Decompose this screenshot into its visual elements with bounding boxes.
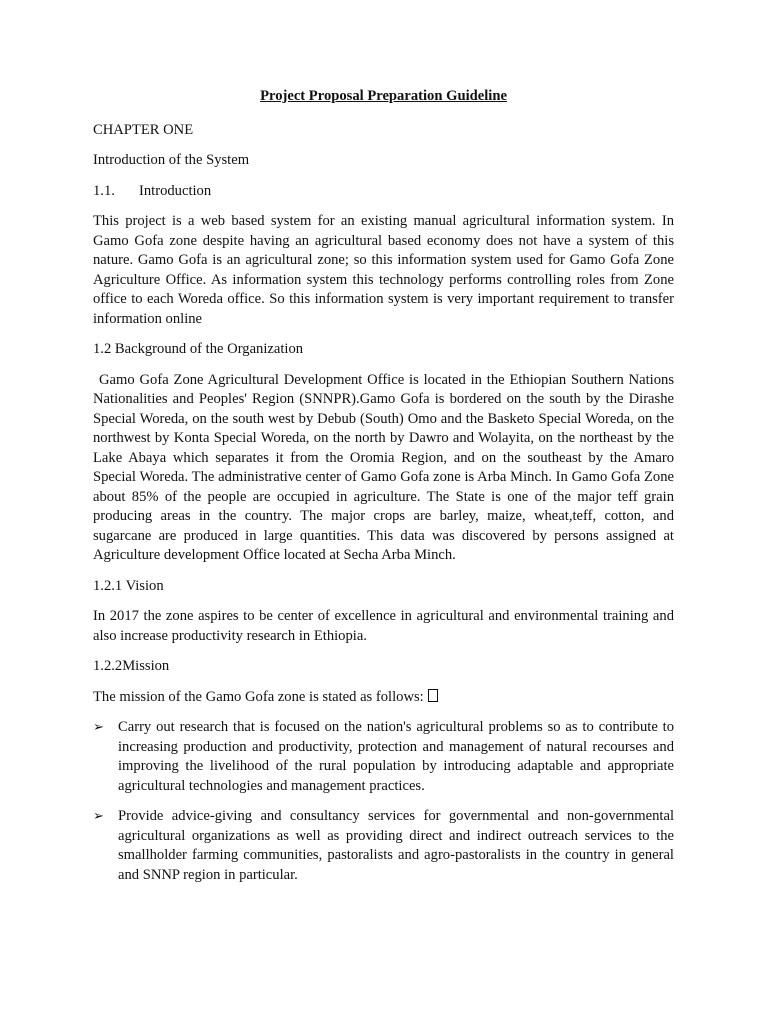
bullet-text: Carry out research that is focused on the nation's agricultural problems so as to contribute to increasing production and productivity, protection and management of natural recourses and improving the livelihood of the rural population by introducing adaptable and appropriate agricultural technologies and management practices.: [118, 719, 674, 794]
arrow-bullet-icon: ➢: [93, 720, 104, 735]
mission-bullet-list: [93, 718, 674, 885]
mission-intro-text: The mission of the Gamo Gofa zone is stated as follows:: [93, 688, 424, 705]
introduction-paragraph: This project is a web based system for an existing manual agricultural information system. In Gamo Gofa zone despite having an agricultural based economy does not have a system of this nature. Gamo Gofa is an agricultural zone; so this information system used for Gamo Gofa Zone Agriculture Office. As information system this technology performs controlling roles from Zone office to each Woreda office. So this information system is very important requirement to transfer information online: [93, 213, 674, 327]
section-title: Introduction: [139, 182, 212, 199]
section-1-2-1-heading: 1.2.1 Vision: [93, 577, 164, 594]
section-number: 1.1.: [93, 182, 115, 199]
chapter-subtitle: Introduction of the System: [93, 152, 250, 168]
document-content: [93, 87, 674, 896]
section-1-2-2-heading: 1.2.2Mission: [93, 658, 170, 674]
arrow-bullet-icon: ➢: [93, 809, 104, 824]
section-1-1-heading: [93, 182, 674, 202]
chapter-heading: CHAPTER ONE: [93, 121, 194, 138]
list-item: [93, 718, 674, 796]
list-item: [93, 807, 674, 885]
section-1-2-heading: 1.2 Background of the Organization: [93, 341, 304, 357]
background-paragraph: Gamo Gofa Zone Agricultural Development Office is located in the Ethiopian Southern Nations Nationalities and Peoples' Region (SNNPR).Gamo Gofa is bordered on the south by the Dirashe Special Woreda, on the south west by Debub (South) Omo and the Basketo Special Woreda, on the northwest by Konta Special Woreda, on the north by Dawro and Wolayita, on the northeast by the Lake Abaya which separates it from the Oromia Region, and on the southeast by the Amaro Special Woreda. The administrative center of Gamo Gofa zone is Arba Minch. In Gamo Gofa Zone about 85% of the people are occupied in agriculture. The State is one of the major teff grain producing areas in the country. The major crops are barley, maize, wheat,teff, cotton, and sugarcane are produced in large quantities. This data was discovered by persons assigned at Agriculture development Office located at Secha Arba Minch.: [93, 371, 674, 563]
document-title: Project Proposal Preparation Guideline: [260, 88, 507, 104]
vision-paragraph: In 2017 the zone aspires to be center of excellence in agricultural and environmental training and also increase productivity research in Ethiopia.: [93, 608, 674, 644]
mission-intro: [93, 688, 674, 708]
missing-glyph-box-icon: [428, 689, 438, 702]
bullet-text: Provide advice-giving and consultancy services for governmental and non-governmental agricultural organizations as well as providing direct and indirect outreach services to the smallholder farming communities, pastoralists and agro-pastoralists in the country in general and SNNP region in particular.: [118, 808, 674, 883]
